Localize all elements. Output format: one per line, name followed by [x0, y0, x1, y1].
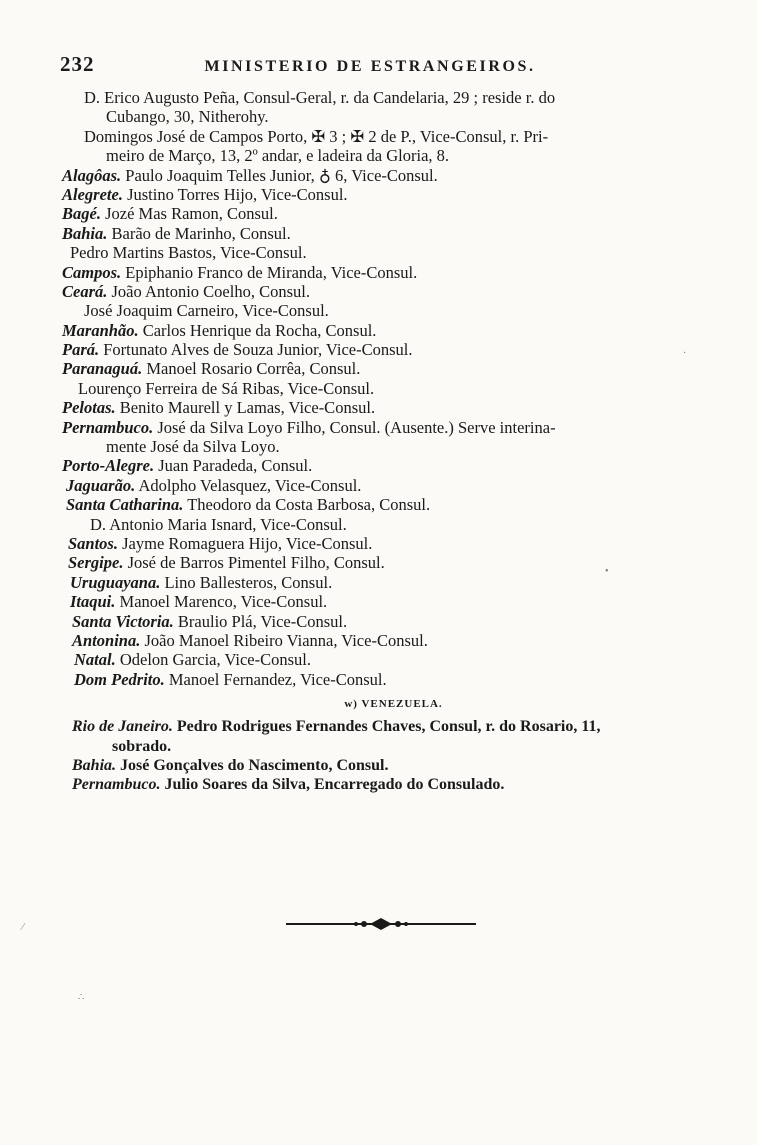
- place-name: Natal.: [74, 650, 116, 670]
- entry-text: Theodoro da Costa Barbosa, Consul.: [187, 495, 431, 515]
- entry-text: José Joaquim Carneiro, Vice-Consul.: [84, 301, 329, 321]
- place-name: Alegrete.: [62, 184, 123, 204]
- entry-text: Juan Paradeda, Consul.: [158, 456, 313, 476]
- place-name: Bahia.: [72, 756, 117, 774]
- entry-line: [0, 553, 757, 572]
- entry-line: [0, 359, 757, 378]
- entry-text: D. Antonio Maria Isnard, Vice-Consul.: [90, 514, 347, 534]
- place-name: Maranhão.: [62, 320, 139, 340]
- venezuela-list: [0, 717, 757, 795]
- entry-line: [0, 495, 757, 514]
- place-name: Campos.: [62, 262, 122, 282]
- place-name: Paranaguá.: [62, 359, 143, 379]
- print-speck: ·: [683, 348, 687, 359]
- entry-text: D. Erico Augusto Peña, Consul-Geral, r. da Candelaria, 29 ; reside r. do: [84, 88, 556, 107]
- entry-text: Carlos Henrique da Rocha, Consul.: [142, 320, 377, 340]
- section-heading: w) VENEZUELA.: [344, 698, 443, 711]
- entry-text: Barão de Marinho, Consul.: [111, 223, 291, 243]
- place-name: Pernambuco.: [62, 417, 154, 437]
- entry-text: Manoel Marenco, Vice-Consul.: [119, 592, 328, 612]
- entry-line: [0, 224, 757, 243]
- place-name: Sergipe.: [68, 553, 124, 573]
- entry-text: João Antonio Coelho, Consul.: [111, 281, 310, 301]
- running-title: MINISTERIO DE ESTRANGEIROS.: [204, 58, 536, 75]
- print-speck: ∴: [78, 992, 85, 1003]
- place-name: Uruguayana.: [70, 572, 161, 592]
- entry-line: [0, 88, 757, 107]
- entry-line: [0, 282, 757, 301]
- place-name: Alagôas.: [62, 165, 122, 185]
- entry-line: [0, 437, 757, 456]
- entry-line: [0, 737, 757, 756]
- entry-text: Fortunato Alves de Souza Junior, Vice-Consul.: [103, 340, 413, 360]
- place-name: Itaqui.: [70, 592, 116, 612]
- entry-line: [0, 476, 757, 495]
- entry-text: Domingos José de Campos Porto, ✠ 3 ; ✠ 2 de P., Vice-Consul, r. Pri-: [84, 126, 549, 146]
- entry-line: [0, 717, 757, 736]
- place-name: Antonina.: [72, 630, 141, 650]
- entry-text: Epiphanio Franco de Miranda, Vice-Consul.: [125, 262, 418, 282]
- place-name: Pernambuco.: [72, 776, 161, 794]
- entry-line: [0, 204, 757, 223]
- entry-line: [0, 592, 757, 611]
- place-name: Rio de Janeiro.: [72, 718, 173, 736]
- entry-text: meiro de Março, 13, 2º andar, e ladeira da Gloria, 8.: [106, 146, 450, 166]
- entry-line: [0, 321, 757, 340]
- entry-line: [0, 107, 757, 126]
- entry-text: Paulo Joaquim Telles Junior, ♁ 6, Vice-Consul.: [125, 165, 438, 185]
- entry-line: [0, 670, 757, 689]
- entry-text: Pedro Martins Bastos, Vice-Consul.: [70, 243, 307, 263]
- place-name: Pelotas.: [62, 398, 116, 418]
- entry-line: [0, 146, 757, 165]
- entry-line: [0, 515, 757, 534]
- entry-text: Braulio Plá, Vice-Consul.: [177, 611, 348, 631]
- entry-line: [0, 166, 757, 185]
- place-name: Porto-Alegre.: [62, 456, 155, 476]
- entry-line: [0, 398, 757, 417]
- entry-text: Cubango, 30, Nitherohy.: [106, 107, 269, 127]
- place-name: Ceará.: [62, 281, 108, 301]
- place-name: Santa Victoria.: [72, 611, 174, 631]
- entry-line: [0, 612, 757, 631]
- print-speck: •: [605, 566, 609, 577]
- entry-line: [0, 534, 757, 553]
- entry-line: [0, 340, 757, 359]
- entry-text: Lourenço Ferreira de Sá Ribas, Vice-Consul.: [78, 378, 375, 398]
- entry-line: [0, 650, 757, 669]
- entry-line: [0, 573, 757, 592]
- entry-text: Benito Maurell y Lamas, Vice-Consul.: [119, 398, 376, 418]
- entry-line: [0, 775, 757, 794]
- entry-line: [0, 418, 757, 437]
- entry-text: Manoel Rosario Corrêa, Consul.: [146, 359, 361, 379]
- entry-text: Odelon Garcia, Vice-Consul.: [119, 650, 311, 670]
- place-name: Bagé.: [62, 204, 101, 224]
- entry-line: [0, 631, 757, 650]
- entry-line: [0, 756, 757, 775]
- entry-text: Adolpho Velasquez, Vice-Consul.: [138, 475, 362, 495]
- entry-text: Pedro Rodrigues Fernandes Chaves, Consul, r. do Rosario, 11,: [176, 718, 601, 736]
- place-name: Santos.: [68, 533, 118, 553]
- page-header: [60, 52, 700, 77]
- consul-list: [0, 88, 757, 795]
- place-name: Pará.: [62, 340, 100, 360]
- entry-text: Jozé Mas Ramon, Consul.: [105, 204, 278, 224]
- entry-line: [0, 379, 757, 398]
- entry-text: João Manoel Ribeiro Vianna, Vice-Consul.: [144, 630, 428, 650]
- entry-line: [0, 263, 757, 282]
- ornament-divider: [286, 916, 476, 932]
- entry-text: Julio Soares da Silva, Encarregado do Consulado.: [164, 776, 505, 794]
- entry-text: Lino Ballesteros, Consul.: [164, 572, 333, 592]
- entry-text: mente José da Silva Loyo.: [106, 437, 280, 457]
- entry-line: [0, 456, 757, 475]
- print-speck: ⁄: [22, 922, 24, 933]
- place-name: Dom Pedrito.: [74, 669, 165, 689]
- entry-text: Manoel Fernandez, Vice-Consul.: [168, 669, 387, 689]
- entry-text: José da Silva Loyo Filho, Consul. (Ausente.) Serve interina-: [157, 417, 556, 437]
- place-name: Bahia.: [62, 223, 108, 243]
- place-name: Santa Catharina.: [66, 495, 184, 515]
- entry-text: sobrado.: [112, 737, 172, 755]
- entry-line: [0, 127, 757, 146]
- entry-text: Jayme Romaguera Hijo, Vice-Consul.: [122, 533, 373, 553]
- place-name: Jaguarão.: [66, 475, 136, 495]
- entry-line: [0, 185, 757, 204]
- page-number: 232: [60, 52, 95, 76]
- entry-line: [0, 243, 757, 262]
- entry-text: José de Barros Pimentel Filho, Consul.: [127, 553, 385, 573]
- entry-line: [0, 301, 757, 320]
- entry-text: José Gonçalves do Nascimento, Consul.: [120, 756, 389, 774]
- entry-text: Justino Torres Hijo, Vice-Consul.: [127, 184, 348, 204]
